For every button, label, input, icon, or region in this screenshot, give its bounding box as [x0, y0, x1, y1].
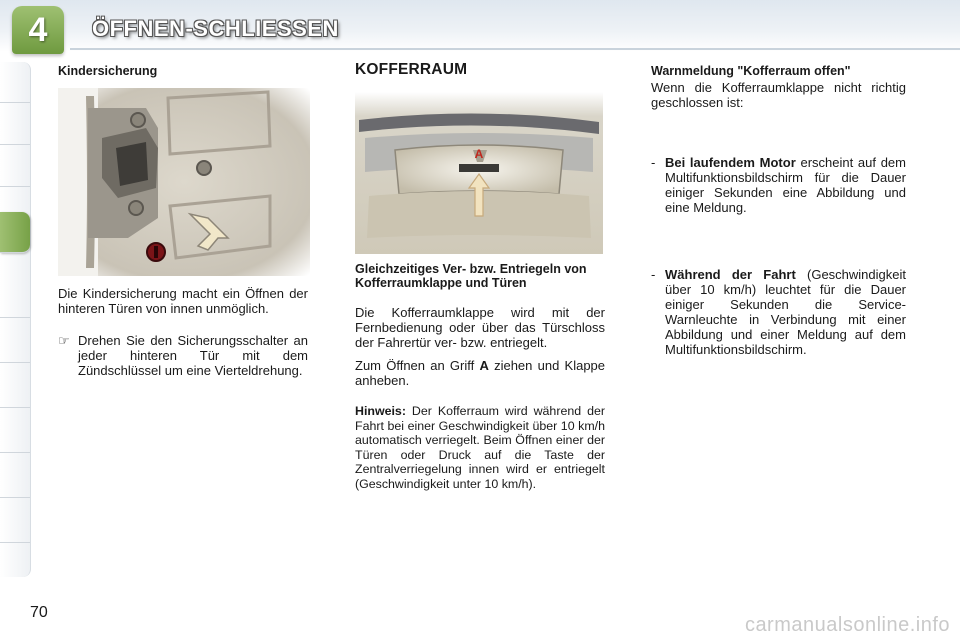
handle-a-reference: A	[479, 358, 489, 373]
child-lock-text: Die Kindersicherung macht ein Öffnen der hinteren Türen von innen unmöglich.	[58, 286, 308, 316]
warning-item-text	[665, 155, 906, 215]
side-tab-8[interactable]	[0, 412, 30, 453]
side-tab-3[interactable]	[0, 146, 30, 187]
note-label: Hinweis:	[355, 404, 406, 418]
child-lock-instruction-text: Drehen Sie den Sicherungsschalter an jeder hinteren Tür mit dem Zündschlüssel um eine Vierteldrehung.	[78, 333, 308, 378]
warning-item-body: erscheint auf dem Multifunktionsbildschirm für die Dauer einiger Sekunden eine Abbildung und eine Meldung.	[665, 155, 906, 215]
side-tab-2[interactable]	[0, 104, 30, 145]
watermark-url: carmanualsonline.info	[744, 614, 950, 636]
open-trunk-text-b: ziehen und Klappe anheben.	[355, 358, 606, 388]
central-locking-paragraph	[355, 305, 605, 350]
child-lock-heading: Kindersicherung	[58, 64, 158, 78]
list-dash: -	[651, 267, 656, 282]
warning-item-label: Während der Fahrt	[665, 267, 796, 282]
list-dash: -	[651, 155, 656, 170]
handle-a-label: A	[474, 147, 484, 161]
warning-item-body: (Geschwindigkeit über 10 km/h) leuchtet für die Dauer einiger Sekunden die Service-Warnleuchte in Verbindung mit einer Abbildung und einer Meldung auf dem Multifunktionsbildschirm.	[665, 267, 906, 357]
warning-item-text	[665, 267, 906, 357]
central-locking-text: Die Kofferraumklappe wird mit der Fernbedienung oder über das Türschloss der Fahrertür ver- bzw. entriegelt.	[355, 305, 605, 350]
trunk-heading: KOFFERRAUM	[355, 61, 468, 78]
chapter-number-tab: 4	[12, 6, 64, 54]
note-text	[355, 404, 605, 491]
child-lock-paragraph	[58, 286, 308, 316]
side-tab-7[interactable]	[0, 367, 30, 408]
hand-pointer-icon: ☞	[58, 333, 70, 348]
side-tab-9[interactable]	[0, 457, 30, 498]
open-trunk-text	[355, 358, 605, 388]
note-paragraph	[355, 404, 605, 491]
warning-item-label: Bei laufendem Motor	[665, 155, 796, 170]
note-body: Der Kofferraum wird während der Fahrt bei einer Geschwindigkeit über 10 km/h automatisch verriegelt. Beim Öffnen einer der Türen oder Druck auf die Taste der Zentralverriegelung innen wird er entriegelt (Geschwindigkeit unter 10 km/h).	[355, 404, 605, 491]
trunk-warning-intro-text: Wenn die Kofferraumklappe nicht richtig geschlossen ist:	[651, 80, 906, 110]
side-tab-10[interactable]	[0, 502, 30, 543]
page-number: 70	[30, 604, 48, 621]
side-tab-5[interactable]	[0, 277, 30, 318]
side-tab-1[interactable]	[0, 62, 30, 103]
trunk-warning-intro	[651, 80, 906, 110]
open-trunk-text-a: Zum Öffnen an Griff	[355, 358, 480, 373]
door-child-lock-photo	[58, 88, 310, 276]
warning-item-engine-running	[651, 155, 906, 215]
open-trunk-paragraph	[355, 358, 605, 388]
side-tab-6[interactable]	[0, 322, 30, 363]
trunk-handle-photo	[355, 92, 603, 254]
side-tab-4-active[interactable]	[0, 212, 30, 253]
trunk-warning-heading: Warnmeldung "Kofferraum offen"	[651, 64, 851, 78]
page-title: ÖFFNEN-SCHLIESSEN	[92, 16, 339, 41]
header-divider	[70, 48, 960, 50]
child-lock-instruction	[58, 333, 308, 378]
central-locking-subheading: Gleichzeitiges Ver- bzw. Entriegeln von Kofferraumklappe und Türen	[355, 262, 587, 290]
warning-item-while-driving	[651, 267, 906, 357]
side-chapter-tabs	[0, 62, 31, 577]
